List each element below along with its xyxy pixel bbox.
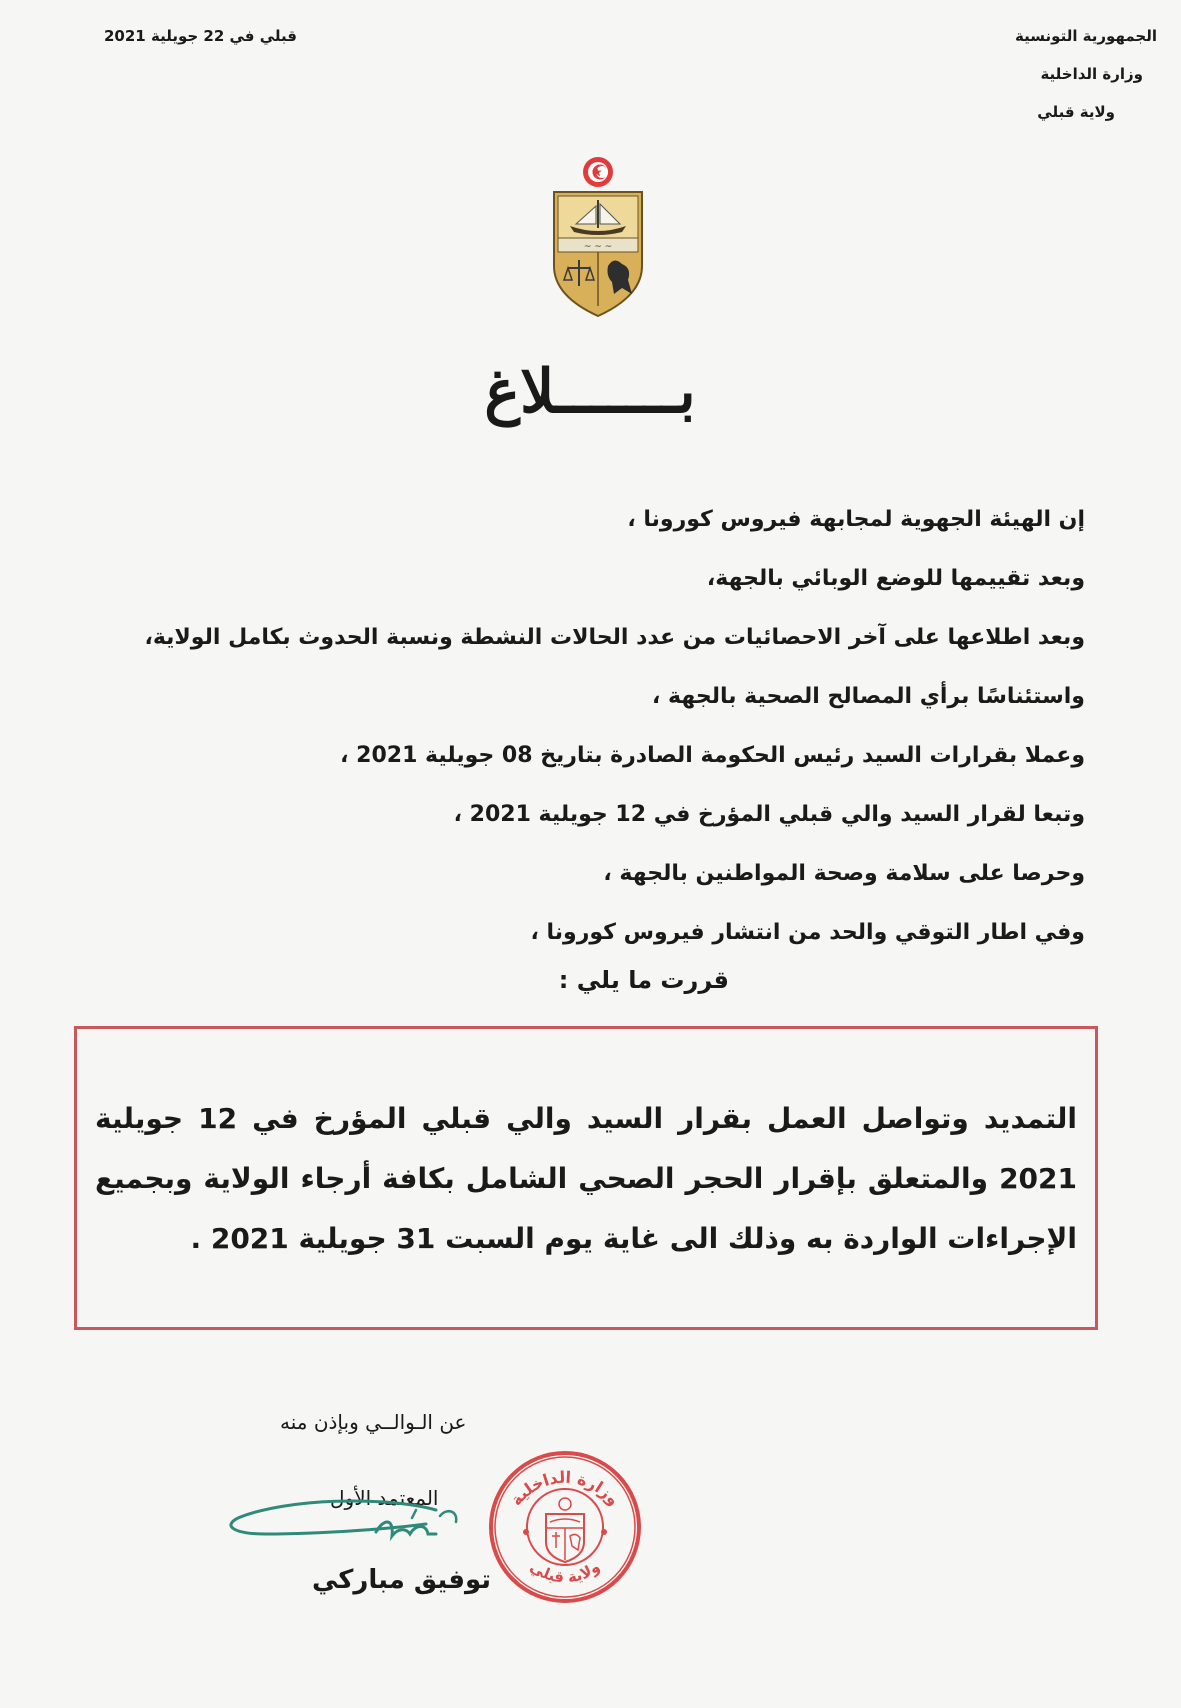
preamble-line: وتبعا لقرار السيد والي قبلي المؤرخ في 12 جويلية 2021 ،	[453, 802, 1085, 827]
stamp-text-top: وزارة الداخلية	[506, 1467, 624, 1510]
issuer-governorate: ولاية قبلي	[1037, 103, 1115, 121]
svg-text:وزارة الداخلية	[506, 1468, 623, 1510]
issuer-country: الجمهورية التونسية	[1015, 27, 1157, 45]
preamble-line: وبعد اطلاعها على آخر الاحصائيات من عدد الحالات النشطة ونسبة الحدوث بكامل الولاية،	[144, 625, 1085, 650]
official-stamp	[484, 1446, 646, 1608]
preamble-line: وفي اطار التوقي والحد من انتشار فيروس كورونا ،	[530, 920, 1085, 945]
place-date: قبلي في 22 جويلية 2021	[104, 27, 297, 45]
svg-text:ولاية قبلي	[527, 1558, 603, 1587]
tunisia-coat-of-arms-icon	[548, 156, 648, 320]
decision-text: التمديد وتواصل العمل بقرار السيد والي قبلي المؤرخ في 12 جويلية 2021 والمتعلق بإقرار الحجر الصحي الشامل بكافة أرجاء الولاية وبجميع الإجراءات الواردة به وذلك الى غاية يوم السبت 31 جويلية 2021 .	[95, 1102, 1077, 1255]
issuer-header	[1015, 26, 1157, 140]
preamble-line: وبعد تقييمها للوضع الوبائي بالجهة،	[706, 566, 1085, 591]
issuer-ministry: وزارة الداخلية	[1040, 65, 1143, 83]
signature-role: المعتمد الأول	[330, 1486, 439, 1510]
handwritten-signature	[226, 1488, 486, 1568]
preamble-line: وحرصا على سلامة وصحة المواطنين بالجهة ،	[603, 861, 1085, 886]
signature-on-behalf: عن الـوالــي وبإذن منه	[280, 1410, 467, 1434]
svg-text:~ ~ ~: ~ ~ ~	[583, 242, 613, 252]
decision-box	[74, 1026, 1098, 1330]
preamble-line: إن الهيئة الجهوية لمجابهة فيروس كورونا ،	[627, 507, 1085, 532]
page-title: بـــــــلاغ	[484, 357, 696, 427]
signatory-name: توفيق مباركي	[312, 1565, 492, 1595]
preamble-line: واستئناسًا برأي المصالح الصحية بالجهة ،	[651, 684, 1085, 709]
preamble-line: وعملا بقرارات السيد رئيس الحكومة الصادرة بتاريخ 08 جويلية 2021 ،	[340, 743, 1085, 768]
preamble	[85, 500, 1085, 972]
stamp-text-bottom: ولاية قبلي	[526, 1557, 604, 1587]
decided-heading: قررت ما يلي :	[558, 966, 729, 994]
